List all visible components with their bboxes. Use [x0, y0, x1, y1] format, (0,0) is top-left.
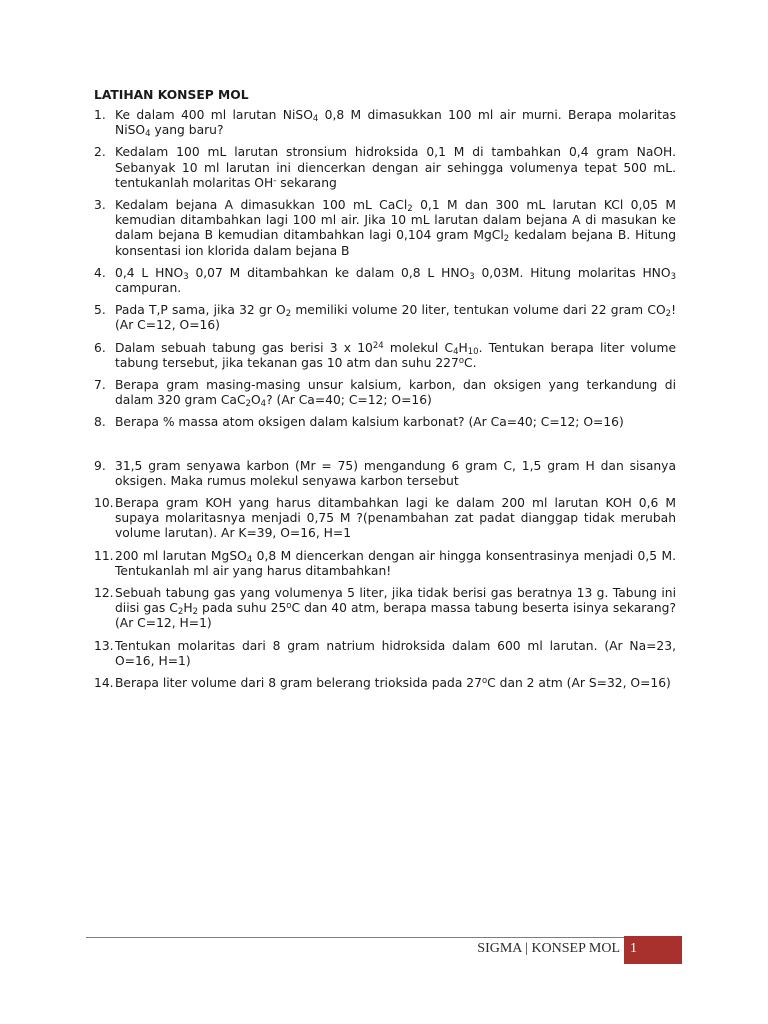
question-text: Berapa liter volume dari 8 gram belerang trioksida pada 27$^o$C dan 2 atm (Ar S=32, O=16)	[115, 676, 671, 691]
question-number: 13.	[94, 638, 114, 653]
question-list	[94, 108, 676, 698]
question-item	[94, 586, 676, 632]
page-number-badge	[624, 936, 682, 964]
question-item	[94, 415, 676, 430]
question-number: 8.	[94, 415, 106, 430]
question-number: 11.	[94, 548, 114, 563]
footer-divider	[86, 937, 626, 938]
question-number: 10.	[94, 496, 114, 511]
question-text: Pada T,P sama, jika 32 gr $O_2$ memiliki volume 20 liter, tentukan volume dari 22 gram $CO_2$! (Ar C=12, O=16)	[115, 303, 676, 333]
question-text: Kedalam 100 mL larutan stronsium hidroksida 0,1 M di tambahkan 0,4 gram NaOH. Sebanyak 10 ml larutan ini diencerkan dengan air sehingga volumenya tepat 500 mL. tentukanlah molaritas OH- sekarang	[115, 145, 676, 190]
question-number: 14.	[94, 676, 114, 691]
footer-label: SIGMA | KONSEP MOL	[477, 941, 620, 956]
question-number: 2.	[94, 145, 106, 160]
question-text: 0,4 L $HNO_3$ 0,07 M ditambahkan ke dalam 0,8 L $HNO_3$ 0,03M. Hitung molaritas $HNO_3$ campuran.	[115, 265, 676, 296]
question-item	[94, 145, 676, 191]
question-number: 6.	[94, 340, 106, 355]
question-text: Berapa gram masing-masing unsur kalsium, karbon, dan oksigen yang terkandung di dalam 320 gram $CaC_2O_4$? (Ar Ca=40; C=12; O=16)	[115, 378, 676, 410]
question-item	[94, 108, 676, 138]
question-text: 31,5 gram senyawa karbon (Mr = 75) mengandung 6 gram C, 1,5 gram H dan sisanya oksigen. Maka rumus molekul senyawa karbon tersebut	[115, 458, 676, 488]
question-text: Ke dalam 400 ml larutan NiSO$_4$ 0,8 M dimasukkan 100 ml air murni. Berapa molaritas NiSO$_4$ yang baru?	[115, 108, 676, 140]
question-item	[94, 303, 676, 333]
question-item	[94, 266, 676, 296]
question-item	[94, 341, 676, 371]
question-number: 9.	[94, 458, 106, 473]
question-text: Tentukan molaritas dari 8 gram natrium hidroksida dalam 600 ml larutan. (Ar Na=23, O=16, H=1)	[115, 638, 676, 668]
page-number: 1	[630, 941, 637, 956]
question-text: Dalam sebuah tabung gas berisi 3 x $10^{24}$ molekul $C_4H_{10}$. Tentukan berapa liter volume tabung tersebut, jika tekanan gas 10 atm dan suhu 227$^o$C.	[115, 340, 677, 370]
question-text: Berapa gram KOH yang harus ditambahkan lagi ke dalam 200 ml larutan KOH 0,6 M supaya molaritasnya menjadi 0,75 M ?(penambahan zat padat dianggap tidak merubah volume larutan). Ar K=39, O=16, H=1	[115, 496, 676, 541]
question-text: Kedalam bejana A dimasukkan 100 mL CaCl$_2$ 0,1 M dan 300 mL larutan KCl 0,05 M kemudian ditambahkan lagi 100 ml air. Jika 10 mL larutan dalam bejana A di masukan ke dalam bejana B kemudian ditambahkan lagi 0,104 gram MgCl$_2$ kedalam bejana B. Hitung konsentasi ion klorida dalam bejana B	[115, 198, 676, 258]
question-item	[94, 676, 676, 691]
question-number: 5.	[94, 303, 106, 318]
question-number: 4.	[94, 265, 106, 280]
question-item	[94, 198, 676, 259]
question-text: Berapa % massa atom oksigen dalam kalsium karbonat? (Ar Ca=40; C=12; O=16)	[115, 415, 624, 430]
question-number: 1.	[94, 108, 106, 122]
question-text: 200 ml larutan MgSO$_4$ 0,8 M diencerkan dengan air hingga konsentrasinya menjadi 0,5 M. Tentukanlah ml air yang harus ditambahkan!	[115, 548, 676, 578]
question-item	[94, 549, 676, 579]
question-item	[94, 639, 676, 669]
document-title: LATIHAN KONSEP MOL	[94, 88, 249, 102]
question-item	[94, 459, 676, 489]
question-item	[94, 378, 676, 408]
question-number: 3.	[94, 198, 106, 213]
question-number: 7.	[94, 378, 106, 393]
question-item	[94, 496, 676, 542]
question-number: 12.	[94, 586, 114, 601]
question-text: Sebuah tabung gas yang volumenya 5 liter, jika tidak berisi gas beratnya 13 g. Tabung ini diisi gas $C_2H_2$ pada suhu 25$^o$C dan 40 atm, berapa massa tabung beserta isinya sekarang? (Ar C=12, H=1)	[115, 586, 677, 631]
